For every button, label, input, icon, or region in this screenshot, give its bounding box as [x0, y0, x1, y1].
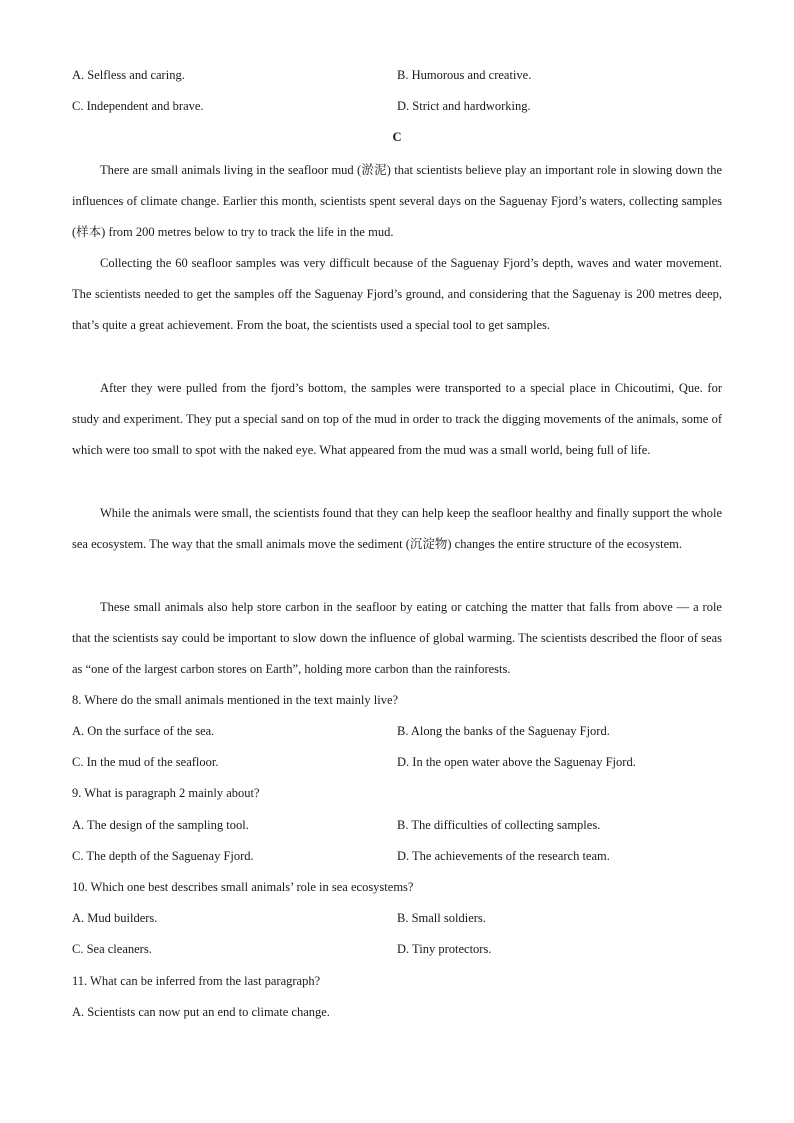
- option-d: D. Tiny protectors.: [397, 942, 492, 956]
- question-9-stem: 9. What is paragraph 2 mainly about?: [72, 786, 260, 800]
- option-c: C. Independent and brave.: [72, 99, 204, 113]
- section-title: C: [392, 130, 402, 144]
- option-b: B. Small soldiers.: [397, 911, 486, 925]
- option-a: A. Mud builders.: [72, 911, 158, 925]
- option-d: D. The achievements of the research team.: [397, 849, 610, 863]
- option-d: D. Strict and hardworking.: [397, 99, 531, 113]
- option-b: B. Humorous and creative.: [397, 68, 532, 82]
- prev-question-options-row-2: [72, 99, 722, 119]
- option-c: C. Sea cleaners.: [72, 942, 152, 956]
- option-a: A. Selfless and caring.: [72, 68, 185, 82]
- question-9-options-row-1: [72, 818, 722, 838]
- question-11-stem: 11. What can be inferred from the last paragraph?: [72, 974, 321, 988]
- prev-question-options-row-1: [72, 68, 722, 88]
- question-10-options-row-1: [72, 911, 722, 931]
- question-8-options-row-1: [72, 724, 722, 744]
- option-a: A. On the surface of the sea.: [72, 724, 215, 738]
- option-a: A. The design of the sampling tool.: [72, 818, 249, 832]
- question-8-stem: 8. Where do the small animals mentioned in the text mainly live?: [72, 693, 399, 707]
- passage-paragraph-5: These small animals also help store carbon in the seafloor by eating or catching the matter that falls from above — a role that the scientists say could be important to slow down the influence of global warming. The scientists described the floor of seas as “one of the largest carbon stores on Earth”, holding more carbon than the rainforests.: [72, 600, 722, 677]
- option-b: B. Along the banks of the Saguenay Fjord.: [397, 724, 610, 738]
- option-a: A. Scientists can now put an end to climate change.: [72, 1005, 330, 1019]
- question-8-options-row-2: [72, 755, 722, 775]
- question-9-options-row-2: [72, 849, 722, 869]
- question-11-options-row-1: [72, 1005, 722, 1025]
- passage-paragraph-1: There are small animals living in the seafloor mud (淤泥) that scientists believe play an important role in slowing down the influences of climate change. Earlier this month, scientists spent several days on the Saguenay Fjord’s waters, collecting samples (样本) from 200 metres below to try to track the life in the mud.: [72, 163, 722, 240]
- passage-paragraph-2: Collecting the 60 seafloor samples was very difficult because of the Saguenay Fjord’s depth, waves and water movement. The scientists needed to get the samples off the Saguenay Fjord’s ground, and considering that the Saguenay is 200 metres deep, that’s quite a great achievement. From the boat, the scientists used a special tool to get samples.: [72, 256, 722, 333]
- option-c: C. The depth of the Saguenay Fjord.: [72, 849, 254, 863]
- question-10-options-row-2: [72, 942, 722, 962]
- option-d: D. In the open water above the Saguenay Fjord.: [397, 755, 636, 769]
- passage-paragraph-4: While the animals were small, the scientists found that they can help keep the seafloor healthy and finally support the whole sea ecosystem. The way that the small animals move the sediment (沉淀物) changes the entire structure of the ecosystem.: [72, 506, 722, 552]
- option-b: B. The difficulties of collecting samples.: [397, 818, 601, 832]
- option-c: C. In the mud of the seafloor.: [72, 755, 219, 769]
- question-10-stem: 10. Which one best describes small animals’ role in sea ecosystems?: [72, 880, 414, 894]
- passage-paragraph-3: After they were pulled from the fjord’s bottom, the samples were transported to a special place in Chicoutimi, Que. for study and experiment. They put a special sand on top of the mud in order to track the digging movements of the animals, some of which were too small to spot with the naked eye. What appeared from the mud was a small world, being full of life.: [72, 381, 722, 458]
